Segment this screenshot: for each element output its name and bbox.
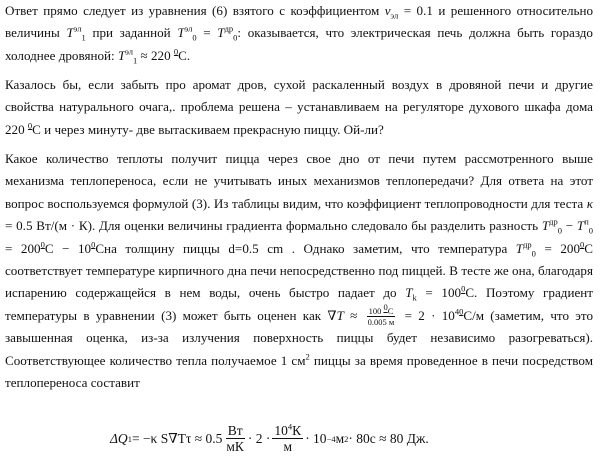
superscript: 4	[454, 306, 460, 317]
formula-text: = −κ S∇Tτ ≈ 0.5	[131, 430, 223, 446]
text: = 2 · 10	[398, 307, 455, 323]
gradient-fraction	[366, 302, 397, 328]
paragraph-oven	[5, 74, 593, 141]
text: = 0.5 Вт/(м · К). Для оценки величины градиента формально следовало бы разделить разность	[5, 218, 542, 234]
degree-mark: 0	[91, 239, 96, 250]
superscript: эл	[125, 46, 133, 57]
superscript: 2	[305, 351, 310, 362]
superscript: др	[523, 239, 532, 250]
text: С. Поэтому градиент температуры в уравнении (3) может быть оценен как ∇	[5, 285, 593, 323]
subscript: 0	[192, 33, 197, 44]
subscript: 0	[588, 225, 593, 236]
heat-formula: ΔQ 1 = −κ S∇Tτ ≈ 0.5 $\frac{Вт}{мК}$ · 2 · $\frac{10^4К}{м}$ · 10 −4 м 2 · 80с ≈ 80 Дж.	[110, 421, 429, 454]
text: С/м (заметим, что это завышенная оценка, из-за излучения поверхность пиццы будет независимо разогреваться). Соответствующее количество тепла получаемое 1 см	[5, 307, 594, 368]
superscript: 4	[287, 421, 293, 432]
degree-mark: 0	[461, 284, 466, 295]
superscript: эл	[73, 24, 82, 35]
fraction-conductivity	[224, 423, 246, 454]
degree-mark: 0	[40, 239, 45, 250]
fraction-numerator	[272, 423, 303, 439]
fraction-denominator: 0.005 м	[367, 317, 395, 328]
degree-mark: 0	[27, 120, 33, 131]
text: 100	[368, 306, 384, 317]
text: С и через минуту- две вытаскиваем прекрасную пиццу. Ой-ли?	[32, 121, 384, 137]
text: Сна толщину пиццы d=0.5 cm . Однако заметим, что температура	[95, 240, 516, 256]
subscript: 0	[531, 248, 536, 259]
degree-mark: 0	[459, 306, 464, 317]
text: 10	[274, 423, 288, 438]
text: ≈	[343, 307, 364, 323]
superscript: эл	[184, 24, 193, 35]
symbol-T: T	[336, 307, 344, 323]
paragraph-heat	[5, 148, 593, 395]
symbol-kappa: κ	[586, 195, 593, 211]
formula-text: м	[335, 430, 345, 446]
symbol-nu: ν	[384, 3, 391, 18]
text: Ответ прямо следует из уравнения (6) взятого с коэффициентом	[5, 3, 385, 18]
fraction-denominator: м	[283, 439, 293, 454]
paragraph-answer	[5, 0, 593, 67]
text: = 0.1 и решенного относительно величины	[5, 3, 593, 41]
fraction-gradient	[272, 423, 303, 454]
text: пиццы за время проведенное в печи посредством теплопереноса составит	[5, 352, 593, 391]
symbol-T: T	[576, 218, 585, 234]
text: С − 10	[44, 240, 92, 256]
formula-lhs: ΔQ	[110, 430, 128, 446]
superscript: п	[584, 216, 589, 227]
symbol-T: T	[541, 218, 550, 234]
degree-mark: 0	[580, 239, 585, 250]
formula-text: · 10	[305, 430, 327, 446]
formula-text: · 2 ·	[247, 430, 271, 446]
text: =	[196, 25, 218, 41]
text: = 200	[535, 240, 580, 256]
symbol-T: T	[117, 47, 126, 63]
text: при заданной	[85, 25, 178, 41]
text: = 100	[416, 285, 462, 301]
subscript: эл	[390, 10, 399, 21]
text: С.	[178, 47, 191, 63]
fraction-numerator: Вт	[227, 423, 243, 438]
text: С	[387, 306, 394, 317]
subscript: 0	[233, 33, 238, 44]
text: С соответствует температуре кирпичного дна печи непосредственно под пиццей. В тесте же она, благодаря испарению содержащейся в нем воды, очень быстро падает до	[5, 240, 593, 301]
symbol-T: T	[515, 240, 524, 256]
text: = 200	[5, 240, 41, 256]
formula-text: · 80с ≈ 80 Дж.	[348, 430, 429, 446]
symbol-T: T	[405, 285, 413, 301]
fraction-numerator	[367, 302, 396, 317]
text: Какое количество теплоты получит пицца через свое дно от печи путем рассмотренного выше механизма теплопереноса, если не учитывать иных механизмов теплопередачи? Для ответа на этот вопрос воспользуемся формулой (3). Из таблицы видим, что коэффициент теплопроводности для теста	[5, 151, 593, 211]
text: ≈ 220	[137, 47, 174, 63]
text: : оказывается, что электрическая печь должна быть гораздо холоднее дровяной:	[5, 25, 593, 63]
degree-mark: 0	[173, 46, 179, 57]
text: −	[562, 218, 577, 234]
degree-mark: 0	[383, 302, 388, 313]
text: К	[292, 423, 302, 438]
subscript: 0	[557, 225, 562, 236]
superscript: др	[549, 216, 558, 227]
fraction-denominator: мК	[226, 439, 244, 454]
symbol-T: T	[177, 25, 185, 41]
text: Казалось бы, если забыть про аромат дров, сухой раскаленный воздух в дровяной печи и другие свойства натурального очага,. проблема решена – устанавливаем на регуляторе духового шкафа дома 220	[5, 77, 593, 137]
subscript: k	[412, 293, 417, 304]
subscript: 1	[81, 33, 86, 44]
symbol-T: T	[217, 25, 225, 41]
symbol-T: T	[66, 25, 74, 41]
superscript: др	[224, 24, 234, 35]
subscript: 1	[133, 55, 138, 66]
